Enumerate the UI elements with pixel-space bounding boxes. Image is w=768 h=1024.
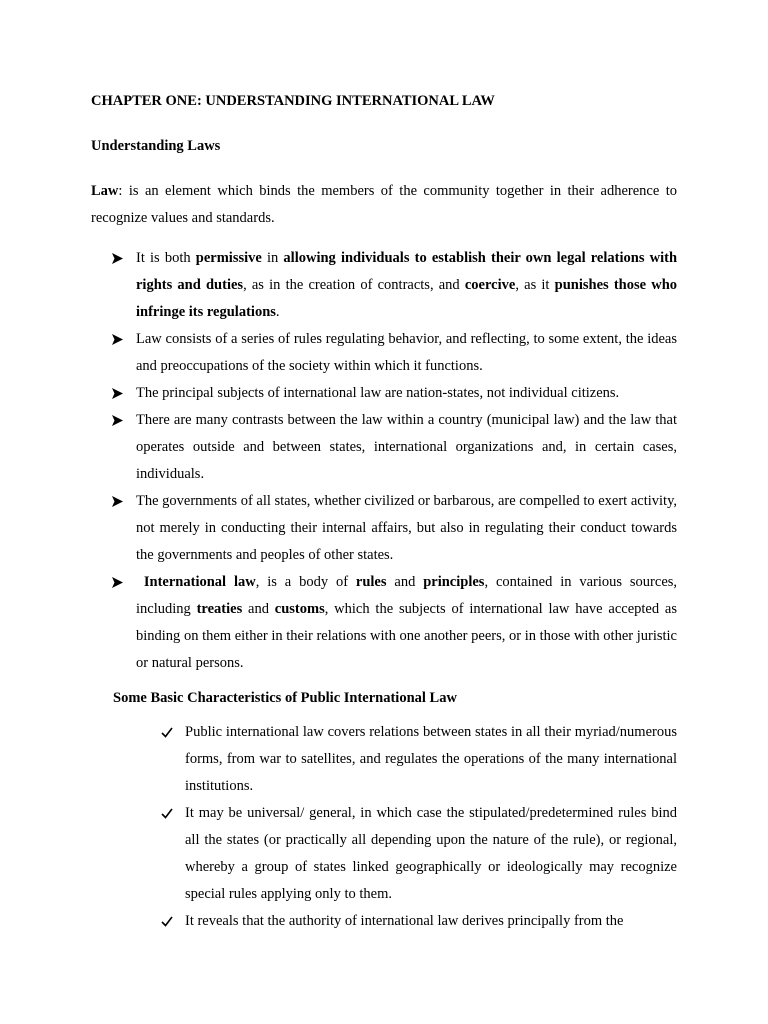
list-item <box>161 908 677 935</box>
chapter-title: CHAPTER ONE: UNDERSTANDING INTERNATIONAL LAW <box>91 93 495 109</box>
item-text: The principal subjects of international law are nation-states, not individual citizens. <box>136 385 620 401</box>
item-bold: customs <box>274 601 325 617</box>
checkmark-bullet-icon <box>161 719 175 738</box>
arrowhead-bullet-icon <box>112 380 126 399</box>
item-text: and <box>242 601 275 617</box>
list-item <box>112 407 677 488</box>
list-item <box>161 719 677 800</box>
item-text: , contained in various sources, including <box>136 574 678 617</box>
list-item <box>112 569 677 677</box>
arrowhead-bullet-icon <box>112 326 126 345</box>
item-bold: coercive <box>464 277 516 293</box>
arrowhead-bullet-icon <box>112 569 126 588</box>
section-title: Understanding Laws <box>91 138 221 154</box>
check-list <box>161 719 677 935</box>
item-text: , as in the creation of contracts, and <box>243 277 465 293</box>
list-item <box>161 800 677 908</box>
item-text: , is a body of <box>255 574 356 590</box>
item-text: It reveals that the authority of international law derives principally from the <box>185 913 624 929</box>
arrowhead-bullet-icon <box>112 407 126 426</box>
item-text: . <box>275 304 280 320</box>
item-bold: International law <box>143 574 256 590</box>
item-text: It may be universal/ general, in which case the stipulated/predetermined rules bind all the states (or practically all depending upon the nature of the rule), or regional, whereby a group of states linked geographically or ideologically may recognize special rules applying only to them. <box>185 805 677 902</box>
list-item <box>112 380 677 407</box>
item-text: , which the subjects of international law have accepted as binding on them either in their relations with one another peers, or in those with other juristic or natural persons. <box>136 601 677 671</box>
intro-term: Law <box>91 183 119 199</box>
item-bold: treaties <box>196 601 243 617</box>
item-bold: permissive <box>195 250 262 266</box>
item-text: in <box>261 250 284 266</box>
arrowhead-bullet-icon <box>112 245 126 264</box>
bullet-list <box>112 245 677 677</box>
intro-paragraph <box>91 178 677 232</box>
item-bold: rules <box>355 574 387 590</box>
item-text: and <box>386 574 424 590</box>
item-text: Law consists of a series of rules regulating behavior, and reflecting, to some extent, the ideas and preoccupations of the society within which it functions. <box>136 331 677 374</box>
intro-text: : is an element which binds the members of the community together in their adherence to recognize values and standards. <box>91 183 677 226</box>
item-text: , as it <box>515 277 555 293</box>
item-bold: allowing individuals to establish their own legal relations with rights and duties <box>136 250 678 293</box>
item-text: There are many contrasts between the law within a country (municipal law) and the law that operates outside and between states, international organizations and, in certain cases, individuals. <box>136 412 677 482</box>
item-bold: principles <box>423 574 485 590</box>
item-text: The governments of all states, whether civilized or barbarous, are compelled to exert activity, not merely in conducting their internal affairs, but also in regulating their conduct towards the governments and peoples of other states. <box>136 493 677 563</box>
list-item <box>112 488 677 569</box>
checkmark-bullet-icon <box>161 908 175 927</box>
list-item <box>112 326 677 380</box>
item-text: It is both <box>136 250 196 266</box>
subsection-title: Some Basic Characteristics of Public International Law <box>113 690 457 706</box>
item-text: Public international law covers relations between states in all their myriad/numerous forms, from war to satellites, and regulates the operations of the many international institutions. <box>185 724 677 794</box>
item-bold: punishes those who infringe its regulations <box>136 277 678 320</box>
checkmark-bullet-icon <box>161 800 175 819</box>
arrowhead-bullet-icon <box>112 488 126 507</box>
list-item <box>112 245 677 326</box>
